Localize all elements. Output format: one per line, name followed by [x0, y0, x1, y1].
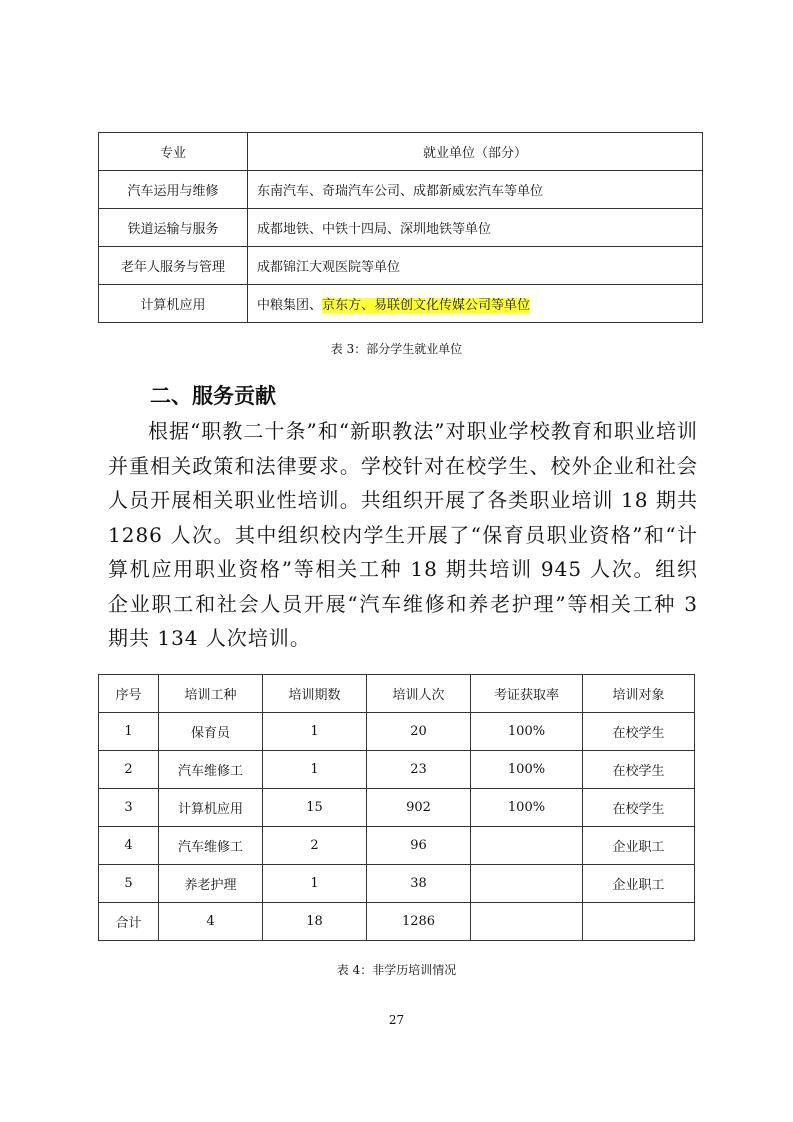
table-total-row	[99, 903, 695, 941]
table-cell: 企业职工	[583, 827, 695, 865]
table-cell: 保育员	[159, 713, 263, 751]
header-cell: 培训对象	[583, 675, 695, 713]
table-cell: 100%	[471, 751, 583, 789]
table-cell: 4	[159, 903, 263, 941]
table-cell: 100%	[471, 789, 583, 827]
table-row	[99, 247, 703, 285]
header-cell: 考证获取率	[471, 675, 583, 713]
major-cell: 铁道运输与服务	[99, 209, 248, 247]
table-row	[99, 751, 695, 789]
header-cell: 培训期数	[263, 675, 367, 713]
table-cell: 1	[99, 713, 159, 751]
table-header-row	[99, 675, 695, 713]
table-cell: 38	[367, 865, 471, 903]
header-cell: 培训人次	[367, 675, 471, 713]
header-cell: 培训工种	[159, 675, 263, 713]
table-cell	[471, 865, 583, 903]
training-table	[98, 674, 695, 941]
table-cell: 15	[263, 789, 367, 827]
table-cell	[471, 903, 583, 941]
table-cell: 20	[367, 713, 471, 751]
highlighted-units-text: 京东方、易联创文化传媒公司等单位	[322, 298, 531, 313]
table-cell: 养老护理	[159, 865, 263, 903]
table-cell: 在校学生	[583, 751, 695, 789]
table-cell: 96	[367, 827, 471, 865]
units-cell: 成都地铁、中铁十四局、深圳地铁等单位	[248, 209, 703, 247]
table-row	[99, 285, 703, 323]
table-cell: 2	[99, 751, 159, 789]
table-cell: 3	[99, 789, 159, 827]
table-caption: 表 3：部分学生就业单位	[330, 342, 463, 356]
major-cell: 计算机应用	[99, 285, 248, 323]
table-header-row	[99, 133, 703, 171]
table-row	[99, 789, 695, 827]
table-cell: 1	[263, 865, 367, 903]
table-cell: 1	[263, 751, 367, 789]
employment-units-table	[98, 132, 703, 323]
table-cell: 2	[263, 827, 367, 865]
table-row	[99, 865, 695, 903]
major-cell: 汽车运用与维修	[99, 171, 248, 209]
table-cell: 4	[99, 827, 159, 865]
table-row	[99, 171, 703, 209]
table-cell	[471, 827, 583, 865]
table-row	[99, 713, 695, 751]
units-cell: 东南汽车、奇瑞汽车公司、成都新威宏汽车等单位	[248, 171, 703, 209]
header-cell: 序号	[99, 675, 159, 713]
table-row	[99, 827, 695, 865]
table-cell: 1286	[367, 903, 471, 941]
table-cell	[583, 903, 695, 941]
body-paragraph: 根据“职教二十条”和“新职教法”对职业学校教育和职业培训并重相关政策和法律要求。学校针对在校学生、校外企业和社会人员开展相关职业性培训。共组织开展了各类职业培训 18 期共 1286 人次。其中组织校内学生开展了“保育员职业资格”和“计算机应用职业资格”等相关工种 18 期共培训 945 人次。组织企业职工和社会人员开展“汽车维修和养老护理”等相关工种 3 期共 134 人次培训。	[108, 419, 698, 650]
table-cell: 5	[99, 865, 159, 903]
major-cell: 老年人服务与管理	[99, 247, 248, 285]
table-cell: 1	[263, 713, 367, 751]
table-row	[99, 209, 703, 247]
section-heading: 二、服务贡献	[150, 384, 276, 408]
table-cell: 在校学生	[583, 789, 695, 827]
table-cell: 汽车维修工	[159, 751, 263, 789]
header-units: 就业单位（部分）	[248, 133, 703, 171]
table-cell: 计算机应用	[159, 789, 263, 827]
table-cell: 合计	[99, 903, 159, 941]
table-cell: 100%	[471, 713, 583, 751]
units-text: 中粮集团、	[257, 298, 323, 313]
units-cell	[248, 285, 703, 323]
table-cell: 23	[367, 751, 471, 789]
header-major: 专业	[99, 133, 248, 171]
units-cell: 成都锦江大观医院等单位	[248, 247, 703, 285]
page-number: 27	[388, 1013, 405, 1027]
table-cell: 902	[367, 789, 471, 827]
table-cell: 18	[263, 903, 367, 941]
table-cell: 企业职工	[583, 865, 695, 903]
table-cell: 在校学生	[583, 713, 695, 751]
table-caption: 表 4：非学历培训情况	[336, 963, 457, 977]
table-cell: 汽车维修工	[159, 827, 263, 865]
